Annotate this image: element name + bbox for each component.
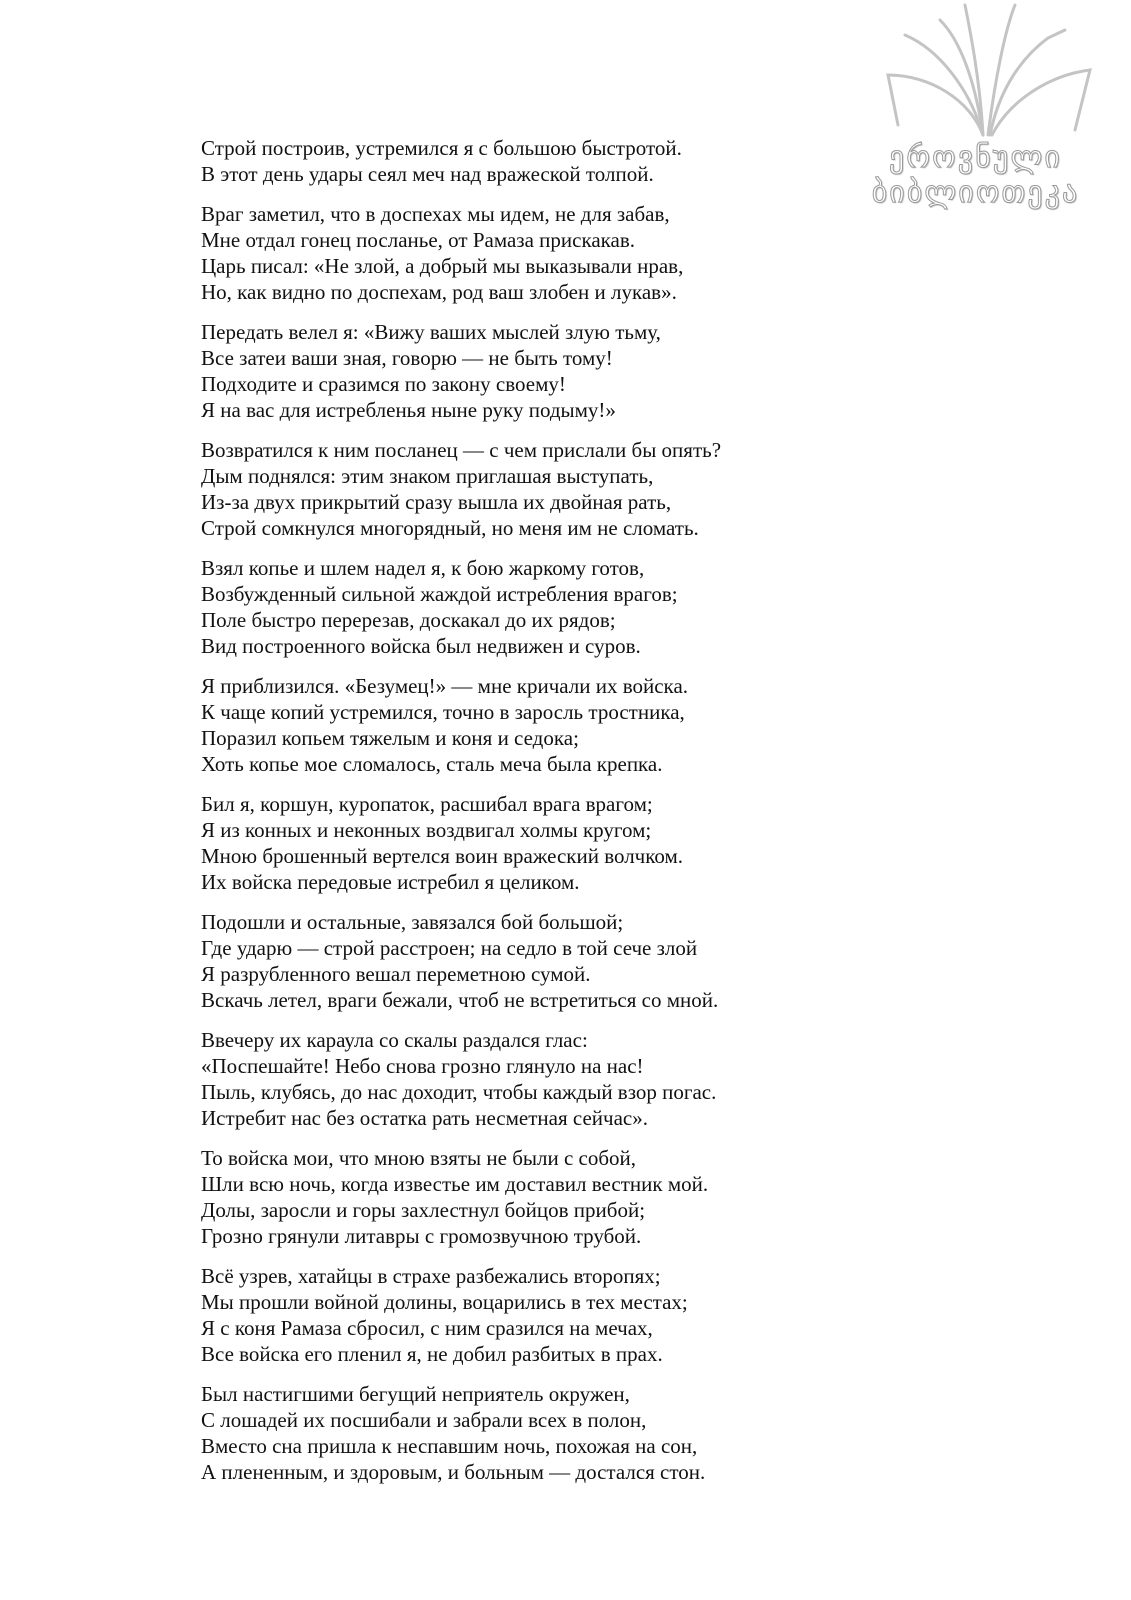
poem-line: Грозно грянули литавры с громозвучною трубой. bbox=[201, 1224, 642, 1248]
poem-line: То войска мои, что мною взяты не были с собой, bbox=[201, 1146, 637, 1170]
poem-line: А плененным, и здоровым, и больным — достался стон. bbox=[201, 1460, 706, 1484]
poem-line: Мне отдал гонец посланье, от Рамаза прискакав. bbox=[201, 228, 636, 252]
library-logo bbox=[820, 0, 1131, 230]
poem-line: Их войска передовые истребил я целиком. bbox=[201, 870, 580, 894]
stanza bbox=[201, 201, 721, 305]
poem-line: «Поспешайте! Небо снова грозно глянуло на нас! bbox=[201, 1054, 644, 1078]
poem-line: Дым поднялся: этим знаком приглашая выступать, bbox=[201, 464, 654, 488]
stanza bbox=[201, 791, 721, 895]
stanza bbox=[201, 1263, 721, 1367]
stanza bbox=[201, 909, 721, 1013]
poem-line: Мною брошенный вертелся воин вражеский волчком. bbox=[201, 844, 684, 868]
poem-line: Бил я, коршун, куропаток, расшибал врага врагом; bbox=[201, 792, 653, 816]
logo-text-line1: ეროვნული bbox=[889, 140, 1062, 175]
poem-line: Передать велел я: «Вижу ваших мыслей злую тьму, bbox=[201, 320, 661, 344]
poem-line: Долы, заросли и горы захлестнул бойцов прибой; bbox=[201, 1198, 646, 1222]
stanza bbox=[201, 673, 721, 777]
poem-line: Поразил копьем тяжелым и коня и седока; bbox=[201, 726, 579, 750]
poem-line: Где ударю — строй расстроен; на седло в той сече злой bbox=[201, 936, 698, 960]
poem-line: Вскачь летел, враги бежали, чтоб не встретиться со мной. bbox=[201, 988, 719, 1012]
poem-line: Поле быстро перерезав, доскакал до их рядов; bbox=[201, 608, 616, 632]
stanza bbox=[201, 135, 721, 187]
poem-line: Все войска его пленил я, не добил разбитых в прах. bbox=[201, 1342, 663, 1366]
poem-line: Вместо сна пришла к неспавшим ночь, похожая на сон, bbox=[201, 1434, 698, 1458]
poem-line: Я с коня Рамаза сбросил, с ним сразился на мечах, bbox=[201, 1316, 653, 1340]
logo-text-line2: ბიბლიოთეკა bbox=[871, 175, 1080, 210]
poem-line: Я на вас для истребленья ныне руку подыму!» bbox=[201, 398, 616, 422]
poem-line: Строй построив, устремился я с большою быстротой. bbox=[201, 136, 682, 160]
poem-line: Я из конных и неконных воздвигал холмы кругом; bbox=[201, 818, 652, 842]
poem-line: Царь писал: «Не злой, а добрый мы выказывали нрав, bbox=[201, 254, 684, 278]
poem-line: Подходите и сразимся по закону своему! bbox=[201, 372, 566, 396]
stanza bbox=[201, 1145, 721, 1249]
stanza bbox=[201, 319, 721, 423]
poem-line: Из-за двух прикрытий сразу вышла их двойная рать, bbox=[201, 490, 672, 514]
poem-line: Истребит нас без остатка рать несметная сейчас». bbox=[201, 1106, 648, 1130]
poem-line: Всё узрев, хатайцы в страхе разбежались второпях; bbox=[201, 1264, 661, 1288]
poem-line: Подошли и остальные, завязался бой большой; bbox=[201, 910, 624, 934]
poem-line: С лошадей их посшибали и забрали всех в полон, bbox=[201, 1408, 647, 1432]
poem-line: Хоть копье мое сломалось, сталь меча была крепка. bbox=[201, 752, 663, 776]
poem-line: Я приблизился. «Безумец!» — мне кричали их войска. bbox=[201, 674, 689, 698]
poem-line: Все затеи ваши зная, говорю — не быть тому! bbox=[201, 346, 613, 370]
stanza bbox=[201, 1027, 721, 1131]
poem-line: Строй сомкнулся многорядный, но меня им не сломать. bbox=[201, 516, 699, 540]
poem-line: Враг заметил, что в доспехах мы идем, не для забав, bbox=[201, 202, 670, 226]
poem-line: Пыль, клубясь, до нас доходит, чтобы каждый взор погас. bbox=[201, 1080, 717, 1104]
poem-line: Но, как видно по доспехам, род ваш злобен и лукав». bbox=[201, 280, 677, 304]
poem-line: В этот день удары сеял меч над вражеской толпой. bbox=[201, 162, 654, 186]
stanza bbox=[201, 555, 721, 659]
stanza bbox=[201, 1381, 721, 1485]
poem-line: Вид построенного войска был недвижен и суров. bbox=[201, 634, 641, 658]
poem-line: Мы прошли войной долины, воцарились в тех местах; bbox=[201, 1290, 688, 1314]
poem-line: Был настигшими бегущий неприятель окружен, bbox=[201, 1382, 630, 1406]
poem-line: Возбужденный сильной жаждой истребления врагов; bbox=[201, 582, 678, 606]
poem-line: Взял копье и шлем надел я, к бою жаркому готов, bbox=[201, 556, 645, 580]
poem-line: Шли всю ночь, когда известье им доставил вестник мой. bbox=[201, 1172, 709, 1196]
poem-text bbox=[201, 135, 721, 1499]
poem-line: Ввечеру их караула со скалы раздался глас: bbox=[201, 1028, 588, 1052]
stanza bbox=[201, 437, 721, 541]
poem-line: К чаще копий устремился, точно в заросль тростника, bbox=[201, 700, 685, 724]
open-book-icon bbox=[820, 0, 1131, 140]
poem-line: Я разрубленного вешал переметною сумой. bbox=[201, 962, 591, 986]
poem-line: Возвратился к ним посланец — с чем прислали бы опять? bbox=[201, 438, 722, 462]
